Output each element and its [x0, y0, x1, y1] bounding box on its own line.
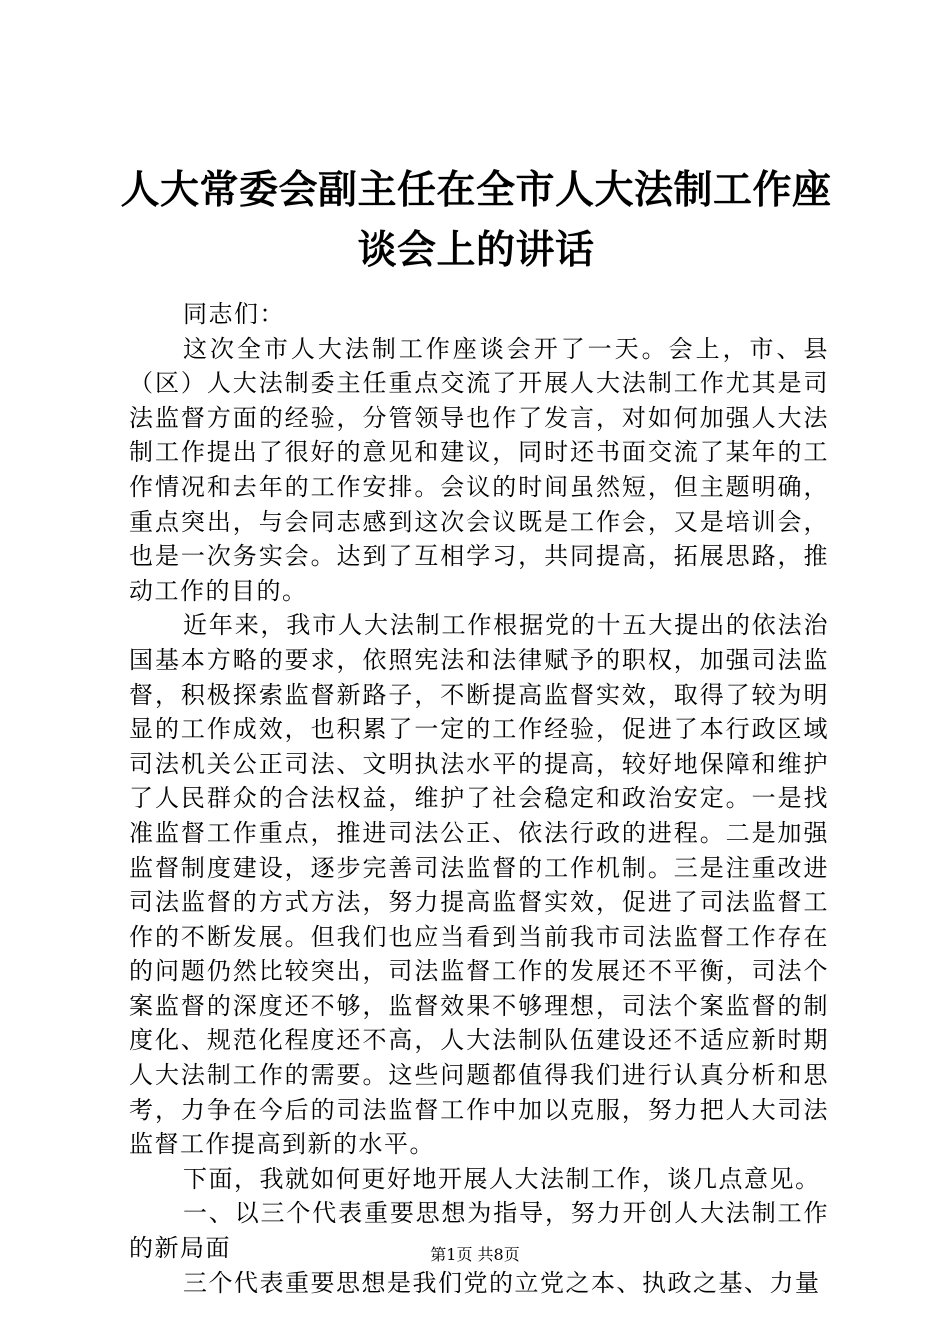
body-paragraph: 下面，我就如何更好地开展人大法制工作，谈几点意见。 — [183, 1164, 821, 1193]
document-body — [129, 297, 829, 1300]
page-number-footer: 第1页 共8页 — [430, 1245, 520, 1264]
body-paragraph: 三个代表重要思想是我们党的立党之本、执政之基、力量 — [183, 1268, 821, 1297]
salutation-paragraph: 同志们： — [183, 300, 285, 328]
body-paragraph: 近年来，我市人大法制工作根据党的十五大提出的依法治国基本方略的要求，依照宪法和法律赋予的职权，加强司法监督，积极探索监督新路子，不断提高监督实效，取得了较为明显的工作成效，也积累了一定的工作经验，促进了本行政区域司法机关公正司法、文明执法水平的提高，较好地保障和维护了人民群众的合法权益，维护了社会稳定和政治安定。一是找准监督工作重点，推进司法公正、依法行政的进程。二是加强监督制度建设，逐步完善司法监督的工作机制。三是注重改进司法监督的方式方法，努力提高监督实效，促进了司法监督工作的不断发展。但我们也应当看到当前我市司法监督工作存在的问题仍然比较突出，司法监督工作的发展还不平衡，司法个案监督的深度还不够，监督效果不够理想，司法个案监督的制度化、规范化程度还不高，人大法制队伍建设还不适应新时期人大法制工作的需要。这些问题都值得我们进行认真分析和思考，力争在今后的司法监督工作中加以克服，努力把人大司法监督工作提高到新的水平。 — [129, 611, 829, 1159]
section-heading-paragraph: 一、以三个代表重要思想为指导，努力开创人大法制工作的新局面 — [129, 1199, 829, 1263]
body-paragraph: 这次全市人大法制工作座谈会开了一天。会上，市、县（区）人大法制委主任重点交流了开展人大法制工作尤其是司法监督方面的经验，分管领导也作了发言，对如何加强人大法制工作提出了很好的意见和建议，同时还书面交流了某年的工作情况和去年的工作安排。会议的时间虽然短，但主题明确，重点突出，与会同志感到这次会议既是工作会，又是培训会，也是一次务实会。达到了互相学习，共同提高，拓展思路，推动工作的目的。 — [129, 334, 829, 605]
document-title: 人大常委会副主任在全市人大法制工作座谈会上的讲话 — [120, 167, 832, 273]
